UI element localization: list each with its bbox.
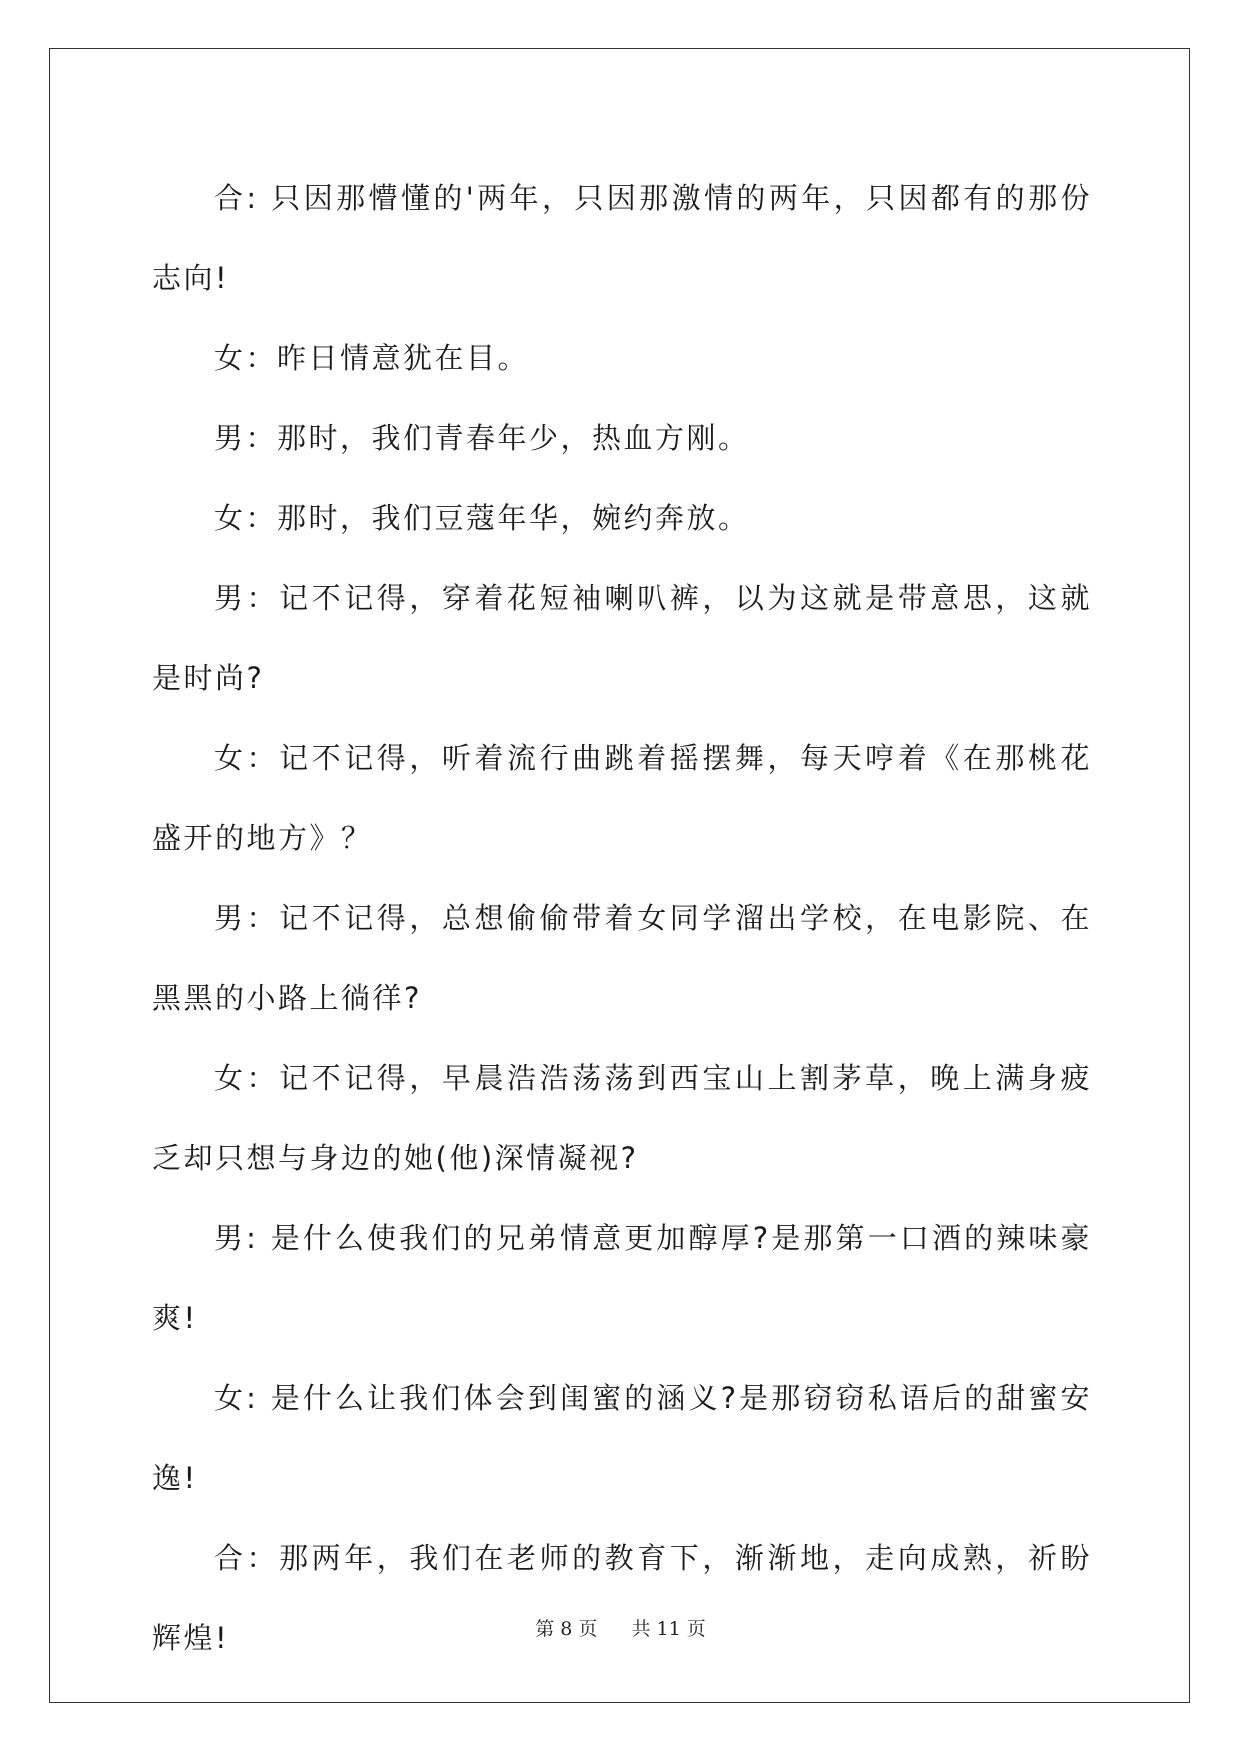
page-footer <box>0 1614 1241 1641</box>
page-total: 共 11 页 <box>631 1618 706 1640</box>
paragraph: 合: 只因那懵懂的'两年，只因那激情的两年，只因都有的那份志向! <box>152 181 1092 295</box>
paragraph: 女: 是什么让我们体会到闺蜜的涵义?是那窃窃私语后的甜蜜安逸! <box>152 1381 1092 1495</box>
paragraph: 女：记不记得，听着流行曲跳着摇摆舞，每天哼着《在那桃花盛开的地方》？ <box>152 741 1092 855</box>
paragraph: 男：记不记得，穿着花短袖喇叭裤，以为这就是带意思，这就是时尚? <box>152 581 1092 695</box>
page-number: 第 8 页 <box>535 1618 598 1640</box>
paragraph: 合：那两年，我们在老师的教育下，渐渐地，走向成熟，祈盼辉煌! <box>152 1541 1092 1655</box>
paragraph: 男: 是什么使我们的兄弟情意更加醇厚?是那第一口酒的辣味豪爽! <box>152 1221 1092 1335</box>
paragraph: 男：记不记得，总想偷偷带着女同学溜出学校，在电影院、在黑黑的小路上徜徉? <box>152 901 1092 1015</box>
paragraph: 女：记不记得，早晨浩浩荡荡到西宝山上割茅草，晚上满身疲乏却只想与身边的她(他)深情凝视? <box>152 1061 1092 1175</box>
document-body <box>152 158 1092 1678</box>
paragraph: 男：那时，我们青春年少，热血方刚。 <box>214 421 750 455</box>
paragraph: 女：那时，我们豆蔻年华，婉约奔放。 <box>214 501 750 535</box>
paragraph: 女：昨日情意犹在目。 <box>214 341 530 375</box>
